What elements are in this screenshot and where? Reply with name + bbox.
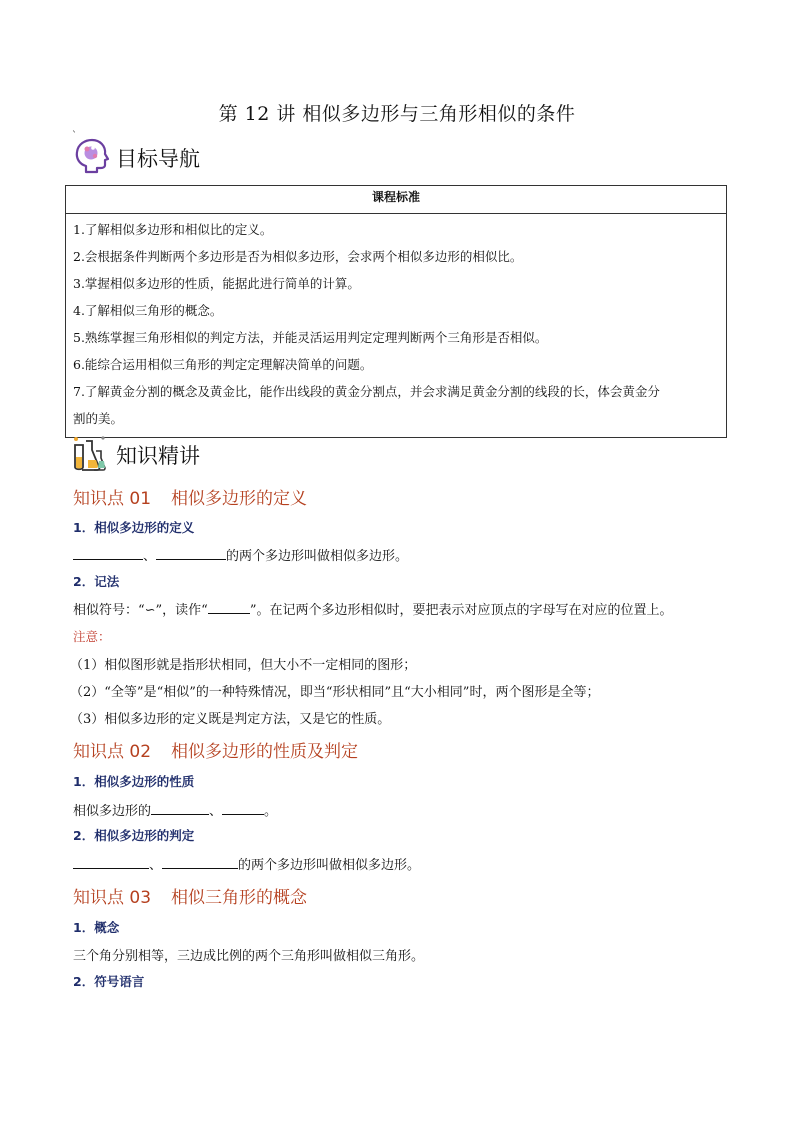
standard-item: 4.了解相似三角形的概念。 — [73, 303, 223, 318]
fill-blank[interactable] — [222, 802, 264, 815]
kp2-sub2: 2．相似多边形的判定 — [73, 828, 195, 843]
standard-item: 3.掌握相似多边形的性质，能据此进行简单的计算。 — [73, 276, 360, 291]
kp2-title: 相似多边形的性质及判定 — [171, 742, 359, 762]
standard-item: 1.了解相似多边形和相似比的定义。 — [73, 222, 273, 237]
section-objectives-label: 目标导航 — [116, 147, 200, 171]
kp1-number: 知识点 01 — [73, 489, 152, 509]
note-label: 注意： — [73, 629, 111, 644]
kp2-line1 — [73, 800, 277, 819]
note-item: （3）相似多边形的定义既是判定方法，又是它的性质。 — [70, 712, 391, 727]
standard-item: 7.了解黄金分割的概念及黄金比，能作出线段的黄金分割点，并会求满足黄金分割的线段的长，体会黄金分 — [73, 384, 660, 399]
kp2-line2-sep: 、 — [149, 858, 163, 873]
standard-item: 5.熟练掌握三角形相似的判定方法，并能灵活运用判定定理判断两个三角形是否相似。 — [73, 330, 548, 345]
kp3-sub1: 1．概念 — [73, 920, 120, 935]
kp1-line2-b: ”。在记两个多边形相似时，要把表示对应顶点的字母写在对应的位置上。 — [249, 603, 673, 618]
standard-item: 2.会根据条件判断两个多边形是否为相似多边形，会求两个相似多边形的相似比。 — [73, 249, 523, 264]
brain-head-icon — [72, 137, 110, 179]
standard-item: 6.能综合运用相似三角形的判定定理解决简单的问题。 — [73, 357, 373, 372]
kp1-line1-sep: 、 — [143, 549, 157, 564]
lab-flask-icon — [70, 433, 110, 477]
kp2-heading — [73, 737, 358, 762]
section-objectives — [72, 137, 200, 179]
kp2-line2 — [73, 854, 420, 873]
kp2-number: 知识点 02 — [73, 742, 152, 762]
kp2-line1-tail: 。 — [264, 804, 278, 819]
kp3-sub2: 2．符号语言 — [73, 974, 145, 989]
kp1-line2 — [73, 599, 673, 618]
kp2-line1-head: 相似多边形的 — [73, 804, 152, 819]
page-title: 第 12 讲 相似多边形与三角形相似的条件 — [218, 103, 576, 125]
fill-blank[interactable] — [73, 856, 149, 869]
kp1-title: 相似多边形的定义 — [171, 489, 308, 509]
kp1-sub1: 1．相似多边形的定义 — [73, 520, 195, 535]
kp1-sub2: 2．记法 — [73, 574, 120, 589]
note-item: （1）相似图形就是指形状相同，但大小不一定相同的图形； — [70, 658, 417, 673]
fill-blank[interactable] — [162, 856, 238, 869]
section-knowledge-label: 知识精讲 — [116, 444, 200, 468]
standards-table — [65, 185, 727, 438]
fill-blank[interactable] — [156, 547, 226, 560]
kp2-sub1: 1．相似多边形的性质 — [73, 774, 195, 789]
kp1-line2-a: 相似符号：“∽”，读作“ — [73, 603, 208, 618]
standard-item: 割的美。 — [73, 411, 124, 426]
kp3-title: 相似三角形的概念 — [171, 888, 308, 908]
kp1-heading — [73, 484, 307, 509]
section-knowledge — [70, 433, 200, 477]
fill-blank[interactable] — [151, 802, 209, 815]
kp1-line1-tail: 的两个多边形叫做相似多边形。 — [226, 549, 409, 564]
header-mark: ` — [72, 131, 77, 142]
kp2-line2-tail: 的两个多边形叫做相似多边形。 — [238, 858, 421, 873]
standards-header: 课程标准 — [66, 186, 726, 214]
fill-blank[interactable] — [73, 547, 143, 560]
fill-blank[interactable] — [208, 601, 250, 614]
kp3-number: 知识点 03 — [73, 888, 152, 908]
kp3-heading — [73, 883, 307, 908]
kp2-line1-sep: 、 — [209, 804, 223, 819]
note-item: （2）“全等”是“相似”的一种特殊情况，即当“形状相同”且“大小相同”时，两个图形是全等； — [70, 685, 600, 700]
kp3-line1: 三个角分别相等，三边成比例的两个三角形叫做相似三角形。 — [73, 949, 425, 964]
kp1-line1 — [73, 545, 408, 564]
